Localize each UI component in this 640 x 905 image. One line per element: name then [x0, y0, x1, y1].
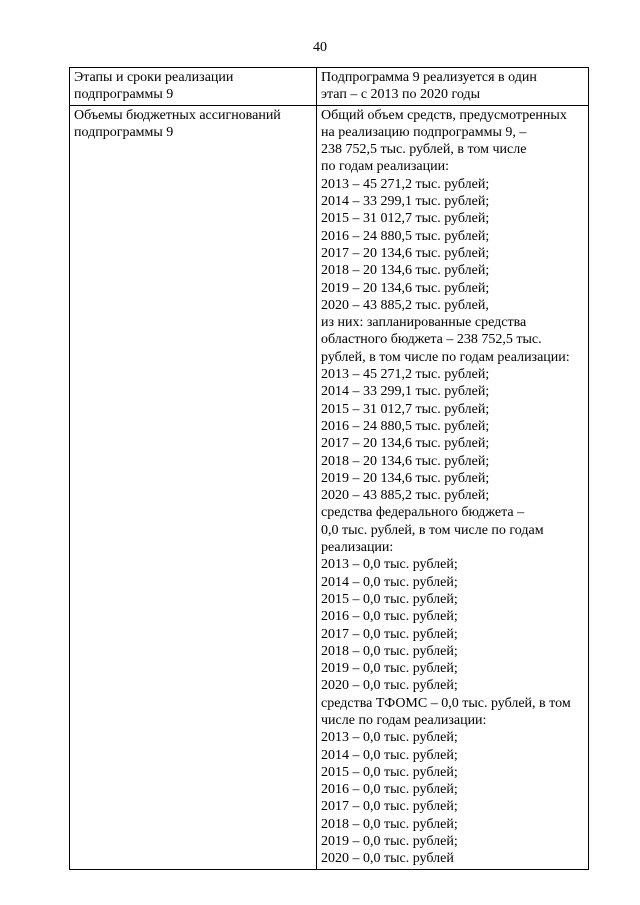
value-line: 2014 – 0,0 тыс. рублей;	[321, 574, 458, 590]
table-row	[70, 68, 589, 106]
value-line: 2019 – 20 134,6 тыс. рублей;	[321, 280, 490, 296]
value-line: 2016 – 0,0 тыс. рублей;	[321, 609, 458, 625]
table-body	[70, 68, 589, 870]
value-line: 2015 – 0,0 тыс. рублей;	[321, 764, 458, 780]
value-line: 2019 – 0,0 тыс. рублей;	[321, 834, 458, 850]
label-line: подпрограммы 9	[74, 124, 174, 140]
value-line: 2018 – 0,0 тыс. рублей;	[321, 816, 458, 832]
value-line: 2016 – 24 880,5 тыс. рублей;	[321, 228, 490, 244]
value-line: на реализацию подпрограммы 9, –	[321, 124, 527, 140]
value-line: из них: запланированные средства	[321, 315, 527, 331]
table-row	[70, 105, 589, 869]
value-line: 0,0 тыс. рублей, в том числе по годам	[321, 522, 544, 538]
row-label-cell	[70, 105, 317, 869]
value-line: 2013 – 45 271,2 тыс. рублей;	[321, 176, 490, 192]
value-line: Подпрограмма 9 реализуется в один	[321, 70, 537, 85]
subprogram-passport-table	[69, 67, 589, 870]
value-line: областного бюджета – 238 752,5 тыс.	[321, 332, 542, 348]
value-line: 2020 – 0,0 тыс. рублей;	[321, 678, 458, 694]
value-line: 2018 – 20 134,6 тыс. рублей;	[321, 453, 490, 469]
value-line: средства ТФОМС – 0,0 тыс. рублей, в том	[321, 695, 571, 711]
value-line: 2013 – 0,0 тыс. рублей;	[321, 730, 458, 746]
value-line: 2017 – 0,0 тыс. рублей;	[321, 799, 458, 815]
value-line: 2018 – 0,0 тыс. рублей;	[321, 643, 458, 659]
value-line: 2016 – 0,0 тыс. рублей;	[321, 782, 458, 798]
value-line: 238 752,5 тыс. рублей, в том числе	[321, 142, 527, 158]
row-label-cell	[70, 68, 317, 106]
row-value-cell	[317, 105, 589, 869]
value-line: 2016 – 24 880,5 тыс. рублей;	[321, 418, 490, 434]
value-line: 2014 – 33 299,1 тыс. рублей;	[321, 194, 490, 210]
value-line: 2013 – 45 271,2 тыс. рублей;	[321, 367, 490, 383]
value-line: 2018 – 20 134,6 тыс. рублей;	[321, 263, 490, 279]
value-line: средства федерального бюджета –	[321, 505, 525, 521]
value-line: реализации:	[321, 540, 394, 556]
label-line: Этапы и сроки реализации	[74, 70, 234, 85]
value-line: 2019 – 0,0 тыс. рублей;	[321, 661, 458, 677]
value-line: 2017 – 20 134,6 тыс. рублей;	[321, 436, 490, 452]
value-line: Общий объем средств, предусмотренных	[321, 107, 567, 123]
row-value-cell	[317, 68, 589, 106]
value-line: 2015 – 0,0 тыс. рублей;	[321, 591, 458, 607]
value-line: 2013 – 0,0 тыс. рублей;	[321, 557, 458, 573]
value-line: числе по годам реализации:	[321, 712, 487, 728]
value-line: 2020 – 43 885,2 тыс. рублей;	[321, 488, 490, 504]
value-line: этап – с 2013 по 2020 годы	[321, 87, 481, 103]
value-line: рублей, в том числе по годам реализации:	[321, 349, 570, 365]
value-line: 2020 – 0,0 тыс. рублей	[321, 851, 454, 867]
value-line: по годам реализации:	[321, 159, 449, 175]
label-line: Объемы бюджетных ассигнований	[74, 107, 281, 123]
value-line: 2014 – 0,0 тыс. рублей;	[321, 747, 458, 763]
value-line: 2014 – 33 299,1 тыс. рублей;	[321, 384, 490, 400]
value-line: 2019 – 20 134,6 тыс. рублей;	[321, 470, 490, 486]
page-number: 40	[313, 40, 327, 55]
value-line: 2017 – 20 134,6 тыс. рублей;	[321, 245, 490, 261]
label-line: подпрограммы 9	[74, 87, 174, 103]
value-line: 2015 – 31 012,7 тыс. рублей;	[321, 211, 490, 227]
value-line: 2017 – 0,0 тыс. рублей;	[321, 626, 458, 642]
value-line: 2015 – 31 012,7 тыс. рублей;	[321, 401, 490, 417]
value-line: 2020 – 43 885,2 тыс. рублей,	[321, 297, 489, 313]
